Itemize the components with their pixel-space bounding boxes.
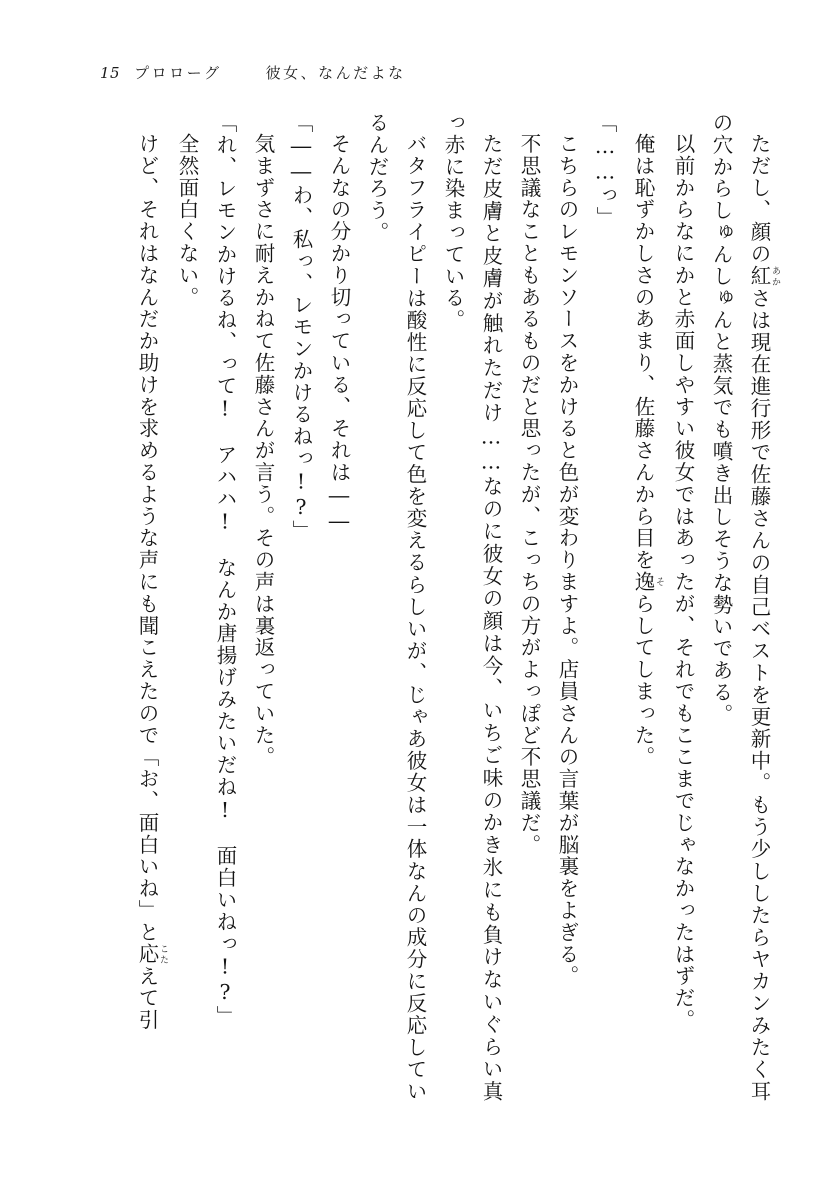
- running-title: プロローグ: [134, 64, 222, 82]
- paragraph: けど、それはなんだか助けを求めるような声にも聞こえたので「お、面白いね」と応 こたえて引: [135, 132, 168, 1031]
- running-header: [100, 62, 406, 83]
- paragraph: 不思議なこともあるものだと思ったが、こっちの方がよっぽど不思議だ。: [517, 132, 541, 856]
- paragraph: 俺は恥ずかしさのあまり、佐藤さんから目を逸 そらしてしまった。: [631, 132, 664, 768]
- paragraph: ただ皮膚と皮膚が触れただけ……なのに彼女の顔は今、いちご味のかき氷にも負けないぐらい真っ赤に染まっている。: [441, 112, 503, 1102]
- ruby-aka: 紅 あか: [747, 264, 780, 287]
- ruby-so: 逸 そ: [631, 570, 664, 593]
- paragraph: 以前からなにかと赤面しやすい彼女ではあったが、それでもここまでじゃなかったはずだ。: [671, 132, 695, 1031]
- paragraph: 気まずさに耐えかねて佐藤さんが言う。その声は裏返っていた。: [251, 132, 275, 768]
- page-body: [60, 112, 780, 1112]
- ruby-kota: 応 こた: [135, 942, 168, 965]
- paragraph: 全然面白くない。: [175, 132, 199, 308]
- paragraph: 「……っ」: [593, 112, 617, 229]
- paragraph: こちらのレモンソースをかけると色が変わりますよ。店員さんの言葉が脳裏をよぎる。: [555, 132, 579, 987]
- paragraph: 「れ、レモンかけるね、って! アハハ! なんか唐揚げみたいだね! 面白いねっ!?」: [213, 112, 237, 1028]
- running-subtitle: 彼女、なんだよな: [265, 64, 406, 82]
- paragraph: バタフライピーは酸性に反応して色を変えるらしいが、じゃあ彼女は一体なんの成分に反応しているんだろう。: [365, 112, 427, 1102]
- page-number: 15: [100, 64, 121, 82]
- paragraph: ただし、顔の紅 あかさは現在進行形で佐藤さんの自己ベストを更新中。もう少ししたらヤカンみたく耳の穴からしゅんしゅんと蒸気でも噴き出しそうな勢いである。: [709, 112, 780, 1102]
- paragraph: 「――わ、私っ、レモンかけるねっ!?」: [289, 112, 313, 543]
- vertical-text-block: [128, 112, 780, 1102]
- paragraph: そんなの分かり切っている、それは――: [327, 132, 351, 534]
